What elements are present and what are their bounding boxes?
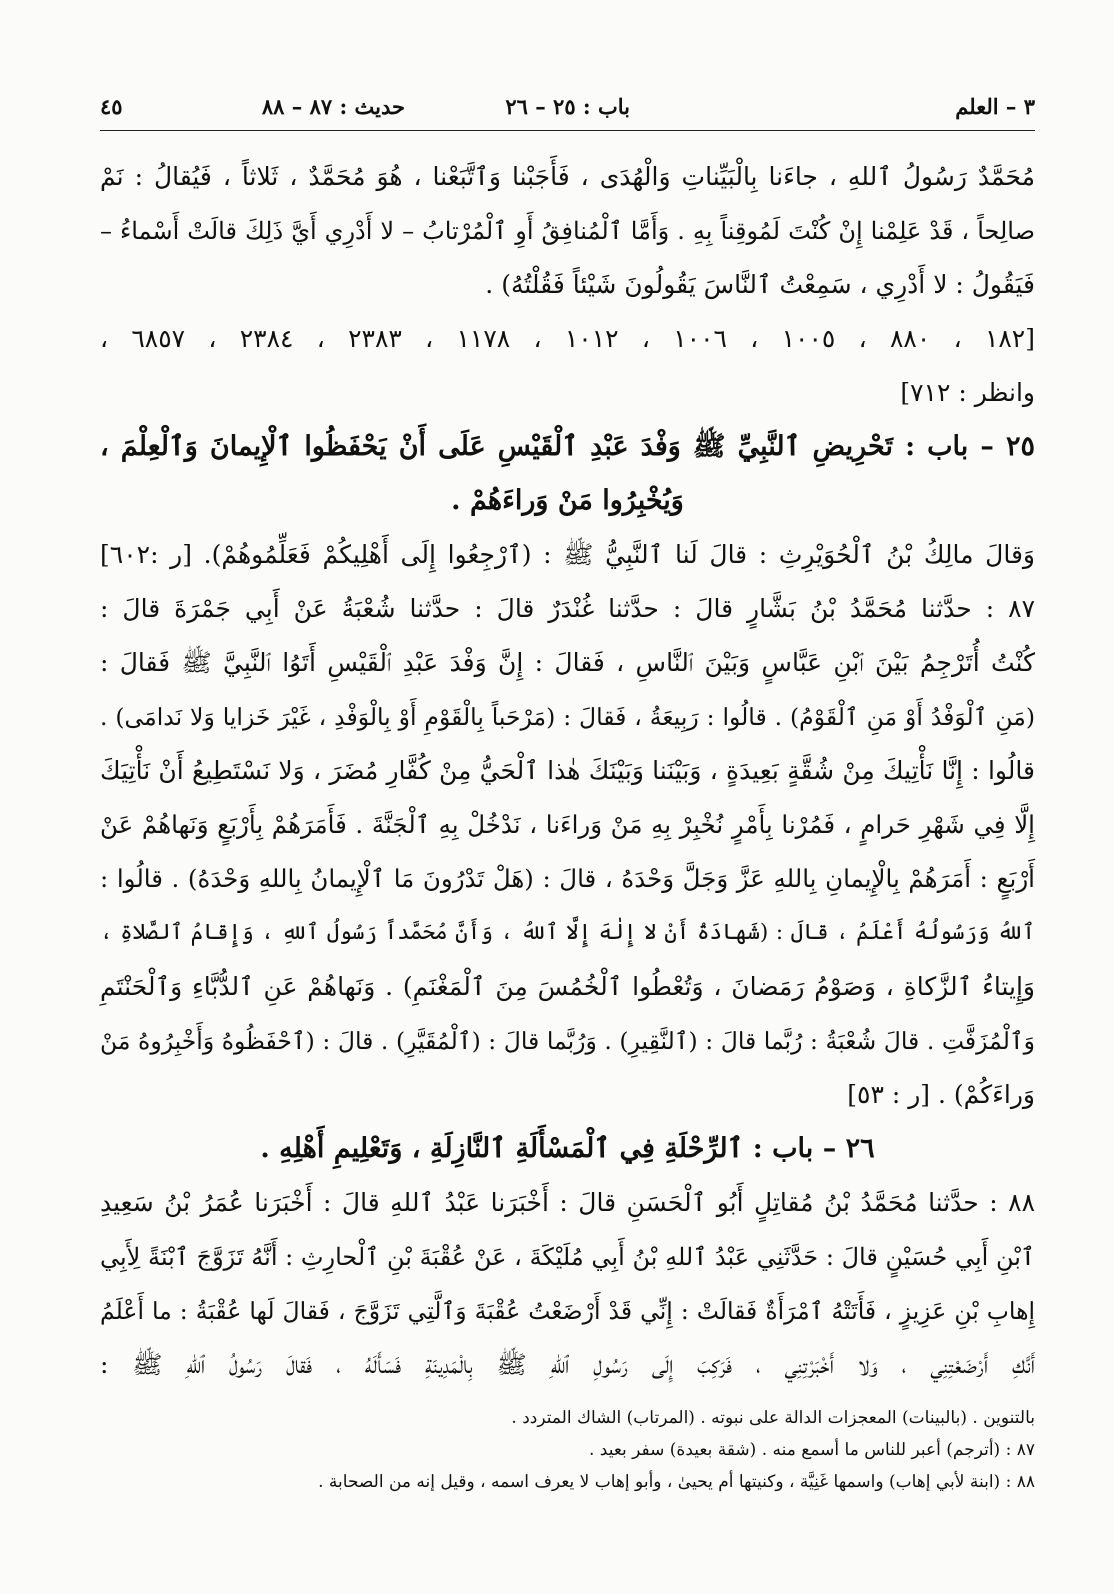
chapter-heading-25: ٢٥ – باب : تَحْرِيضِ ٱلنَّبِيِّ ﷺ وَفْدَ عَبْدِ ٱلْقَيْسِ عَلَى أَنْ يَحْفَظُوا ٱلْإِيمانَ وَٱلْعِلْمَ ، [100,431,1035,462]
page-number: ٤٥ [100,94,123,119]
text-line: صالِحاً ، قَدْ عَلِمْنا إِنْ كُنْتَ لَمُوقِناً بِهِ . وَأَمَّا ٱلْمُنافِقُ أَوِ ٱلْمُرْتابُ – لا أَدْرِي أَيَّ ذَلِكَ قالَتْ أَسْماءُ – [100,217,1035,245]
text-line: ٱبْنِ أَبِي حُسَيْنٍ قالَ : حَدَّثَنِي عَبْدُ ٱللهِ بْنُ أَبِي مُلَيْكَةَ ، عَنْ عُقْبَةَ بْنِ ٱلْحارِثِ : أَنَّهُ تَزَوَّجَ ٱبْنَةً لِأَبِي [100,1243,1035,1271]
text-line: إِلَّا فِي شَهْرِ حَرامٍ ، فَمُرْنا بِأَمْرٍ نُخْبِرْ بِهِ مَنْ وَراءَنا ، نَدْخُلْ بِهِ ٱلْجَنَّةَ . فَأَمَرَهُمْ بِأَرْبَعٍ وَنَهاهُمْ عَنْ [100,810,1035,839]
text-line: أَرْبَعٍ : أَمَرَهُمْ بِالْإِيمانِ بِاللهِ عَزَّ وَجَلَّ وَحْدَهُ ، قالَ : (هَلْ تَدْرُونَ مَا ٱلْإِيمانُ بِاللهِ وَحْدَهُ) . قالُوا : [100,864,1035,893]
page-header [100,78,1035,131]
chapter-title: ٣ – العلم [955,94,1035,119]
text-line: فَيَقُولُ : لا أَدْرِي ، سَمِعْتُ ٱلنَّاسَ يَقُولُونَ شَيْئاً فَقُلْتُهُ) . [485,270,1035,299]
footnotes [100,1402,1035,1498]
text-line: وَإِيتاءُ ٱلزَّكاةِ ، وَصَوْمُ رَمَضانَ ، وَتُعْطُوا ٱلْخُمُسَ مِنَ ٱلْمَغْنَمِ) . وَنَهاهُمْ عَنِ ٱلدُّبَّاءِ وَٱلْحَنْتَمِ [100,972,1035,1001]
text-line: أَنَّكِ أَرْضَعْتِنِي ، وَلا أَخْبَرْتِنِي ، فَرَكِبَ إِلَى رَسُولِ ٱللهِ ﷺ بِالْمَدِينَةِ فَسَأَلَهُ ، فَقالَ رَسُولُ ٱللهِ ﷺ : [100,1350,1035,1379]
bab-range: باب : ٢٥ – ٢٦ [505,94,630,119]
text-line: إِهابِ بْنِ عَزِيزٍ ، فَأَتَتْهُ ٱمْرَأَةٌ فَقالَتْ : إِنِّي قَدْ أَرْضَعْتُ عُقْبَةَ وَٱلَّتِي تَزَوَّجَ ، فَقالَ لَها عُقْبَةُ : ما أَعْلَمُ [100,1297,1035,1325]
footnote: بالتنوين . (بالبينات) المعجزات الدالة على نبوته . (المرتاب) الشاك المتردد . [511,1408,1035,1428]
see-also-reference: وانظر : ٧١٢] [900,378,1035,407]
text-line: قالُوا : إِنَّا نَأْتِيكَ مِنْ شُقَّةٍ بَعِيدَةٍ ، وَبَيْنَنا وَبَيْنَكَ هٰذا ٱلْحَيُّ مِنْ كُفَّارِ مُضَرَ ، وَلا نَسْتَطِيعُ أَنْ نَأْتِيَكَ [100,756,1035,785]
footnote: ٨٨ : (ابنة لأبي إهاب) واسمها غَنِيَّة ، وكنيتها أم يحيىٰ ، وأبو إهاب لا يعرف اسمه ، وقيل إنه من الصحابة . [318,1472,1035,1492]
hadith-range: حديث : ٨٧ – ٨٨ [261,94,405,119]
text-line: وَٱلْمُزَفَّتِ . قالَ شُعْبَةُ : رُبَّما قالَ : (ٱلنَّقِيرِ) . وَرُبَّما قالَ : (ٱلْمُقَيَّرِ) . قالَ : (ٱحْفَظُوهُ وَأَخْبِرُوهُ مَنْ [100,1027,1035,1055]
chapter-heading-25-cont: وَيُخْبِرُوا مَنْ وَراءَهُمْ . [451,485,684,516]
text-line: مُحَمَّدٌ رَسُولُ ٱللهِ ، جاءَنا بِالْبَيِّناتِ وَالْهُدَى ، فَأَجَبْنا وَٱتَّبَعْنا ، هُوَ مُحَمَّدٌ ، ثَلاثاً ، فَيُقالُ : نَمْ [100,162,1035,191]
main-text [100,150,1035,1392]
text-line: كُنْتُ أُتَرْجِمُ بَيْنَ ٱبْنِ عَبَّاسٍ وَبَيْنَ ٱلنَّاسِ ، فَقالَ : إِنَّ وَفْدَ عَبْدِ ٱلْقَيْسِ أَتَوُا ٱلنَّبِيَّ ﷺ فَقالَ : [100,648,1035,677]
text-line: ٱللهُ وَرَسُولُهُ أَعْلَمُ ، قالَ : (شَهادَةُ أَنْ لا إِلٰهَ إِلَّا ٱللهُ ، وَأَنَّ مُحَمَّداً رَسُولُ ٱللهِ ، وَإِقامُ ٱلصَّلاةِ ، [100,920,1035,945]
hadith-87-start: ٨٧ : حدَّثنا مُحَمَّدُ بْنُ بَشَّارٍ قالَ : حدَّثنا غُنْدَرٌ قالَ : حدَّثنا شُعْبَةُ عَنْ أَبِي جَمْرَةَ قالَ : [100,594,1035,623]
text-line: وَراءَكُمْ) . [ر : ٥٣] [847,1080,1035,1109]
footnote: ٨٧ : (أترجم) أعبر للناس ما أسمع منه . (شقة بعيدة) سفر بعيد . [588,1440,1035,1460]
text-line: وَقالَ مالِكُ بْنُ ٱلْحُوَيْرِثِ : قالَ لَنا ٱلنَّبِيُّ ﷺ : (ٱرْجِعُوا إِلَى أَهْلِيكُمْ فَعَلِّمُوهُمْ). [ر :٦٠٢] [100,540,1035,569]
text-line: (مَنِ ٱلْوَفْدُ أَوْ مَنِ ٱلْقَوْمُ) . قالُوا : رَبِيعَةُ ، فَقالَ : (مَرْحَباً بِالْقَوْمِ أَوْ بِالْوَفْدِ ، غَيْرَ خَزايا وَلا نَدامَى) . [100,703,1035,731]
chapter-heading-26: ٢٦ – باب : ٱلرِّحْلَةِ فِي ٱلْمَسْأَلَةِ ٱلنَّازِلَةِ ، وَتَعْلِيمِ أَهْلِهِ . [260,1133,875,1164]
hadith-88-start: ٨٨ : حدَّثنا مُحَمَّدُ بْنُ مُقاتِلٍ أَبُو ٱلْحَسَنِ قالَ : أَخْبَرَنا عَبْدُ ٱللهِ قالَ : أَخْبَرَنا عُمَرُ بْنُ سَعِيدِ [100,1188,1035,1217]
cross-references: [١٨٢ ، ٨٨٠ ، ١٠٠٥ ، ١٠٠٦ ، ١٠١٢ ، ١١٧٨ ، ٢٣٨٣ ، ٢٣٨٤ ، ٦٨٥٧ ، [100,324,1035,353]
